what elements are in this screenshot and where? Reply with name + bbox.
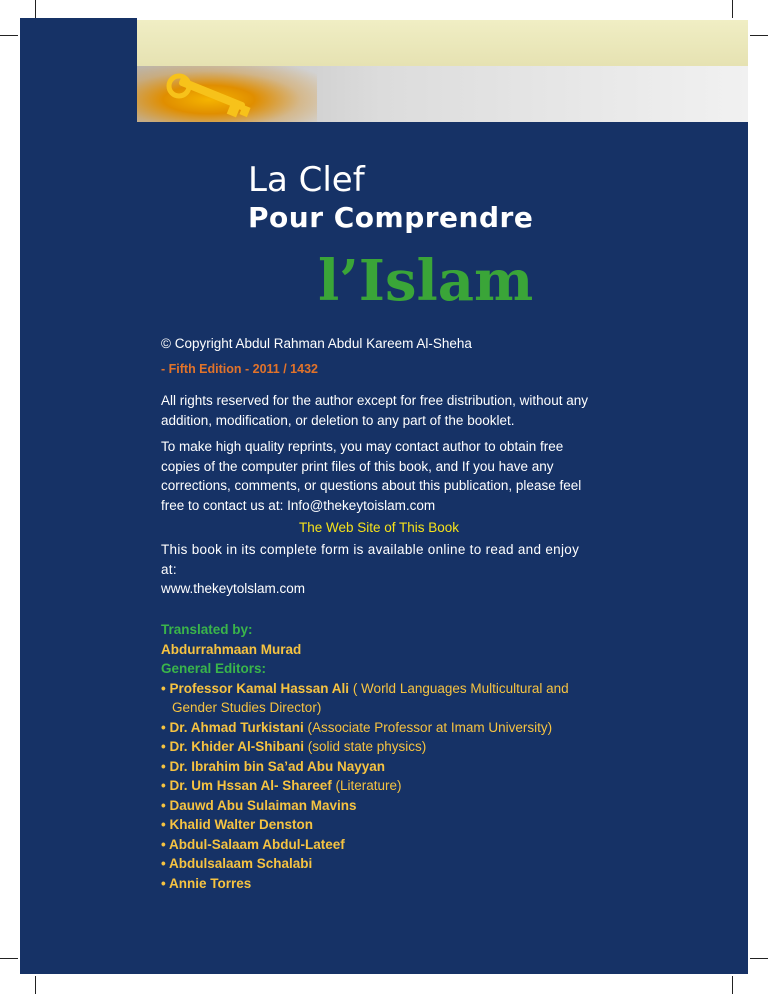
crop-mark (35, 0, 36, 18)
crop-mark (0, 35, 18, 36)
key-icon (137, 66, 317, 122)
crop-mark (750, 35, 768, 36)
copyright-line: © Copyright Abdul Rahman Abdul Kareem Al-Sheha (161, 336, 472, 351)
crop-mark (732, 976, 733, 994)
crop-mark (750, 958, 768, 959)
list-item: • Dr. Ibrahim bin Sa’ad Abu Nayyan (161, 758, 386, 774)
website-heading: The Web Site of This Book (298, 520, 460, 535)
translator-name: Abdurrahmaan Murad (161, 641, 302, 657)
list-item: • Khalid Walter Denston (161, 817, 313, 832)
translated-by-label: Translated by: (161, 622, 253, 637)
reprints-paragraph: To make high quality reprints, you may contact author to obtain free copies of the computer print files of this book, and If you have any corrections, comments, or questions about this publication, please feel free to contact us at: Info@thekeytoislam.com (161, 439, 582, 513)
list-item: • Dr. Um Hssan Al- Shareef (Literature) (161, 778, 402, 793)
editors-list (161, 679, 611, 894)
rights-paragraph: All rights reserved for the author except for free distribution, without any addition, modification, or deletion to any part of the booklet. (161, 393, 588, 428)
website-url[interactable]: www.thekeytolslam.com (161, 581, 306, 596)
list-item: Gender Studies Director) (172, 700, 322, 715)
list-item: • Annie Torres (161, 875, 252, 891)
list-item: • Abdul-Salaam Abdul-Lateef (161, 836, 345, 852)
corner-block (20, 18, 137, 122)
crop-mark (0, 958, 18, 959)
crop-mark (35, 976, 36, 994)
website-block (161, 540, 597, 599)
title-la-clef: La Clef (248, 160, 365, 200)
list-item: • Dr. Khider Al-Shibani (solid state physics) (161, 739, 427, 754)
key-image (137, 66, 317, 122)
title-islam: l’Islam (318, 248, 534, 314)
list-item: • Dauwd Abu Sulaiman Mavins (161, 797, 357, 813)
crop-mark (732, 0, 733, 18)
title-pour-comprendre: Pour Comprendre (248, 201, 534, 234)
list-item: • Professor Kamal Hassan Ali ( World Languages Multicultural and (161, 680, 569, 696)
edition-line: - Fifth Edition - 2011 / 1432 (161, 362, 318, 376)
list-item: • Abdulsalaam Schalabi (161, 856, 313, 871)
general-editors-label: General Editors: (161, 661, 267, 676)
top-banner (137, 20, 748, 66)
credits-block (161, 620, 611, 893)
website-text: This book in its complete form is available online to read and enjoy at: (161, 542, 580, 577)
list-item: • Dr. Ahmad Turkistani (Associate Professor at Imam University) (161, 719, 553, 735)
